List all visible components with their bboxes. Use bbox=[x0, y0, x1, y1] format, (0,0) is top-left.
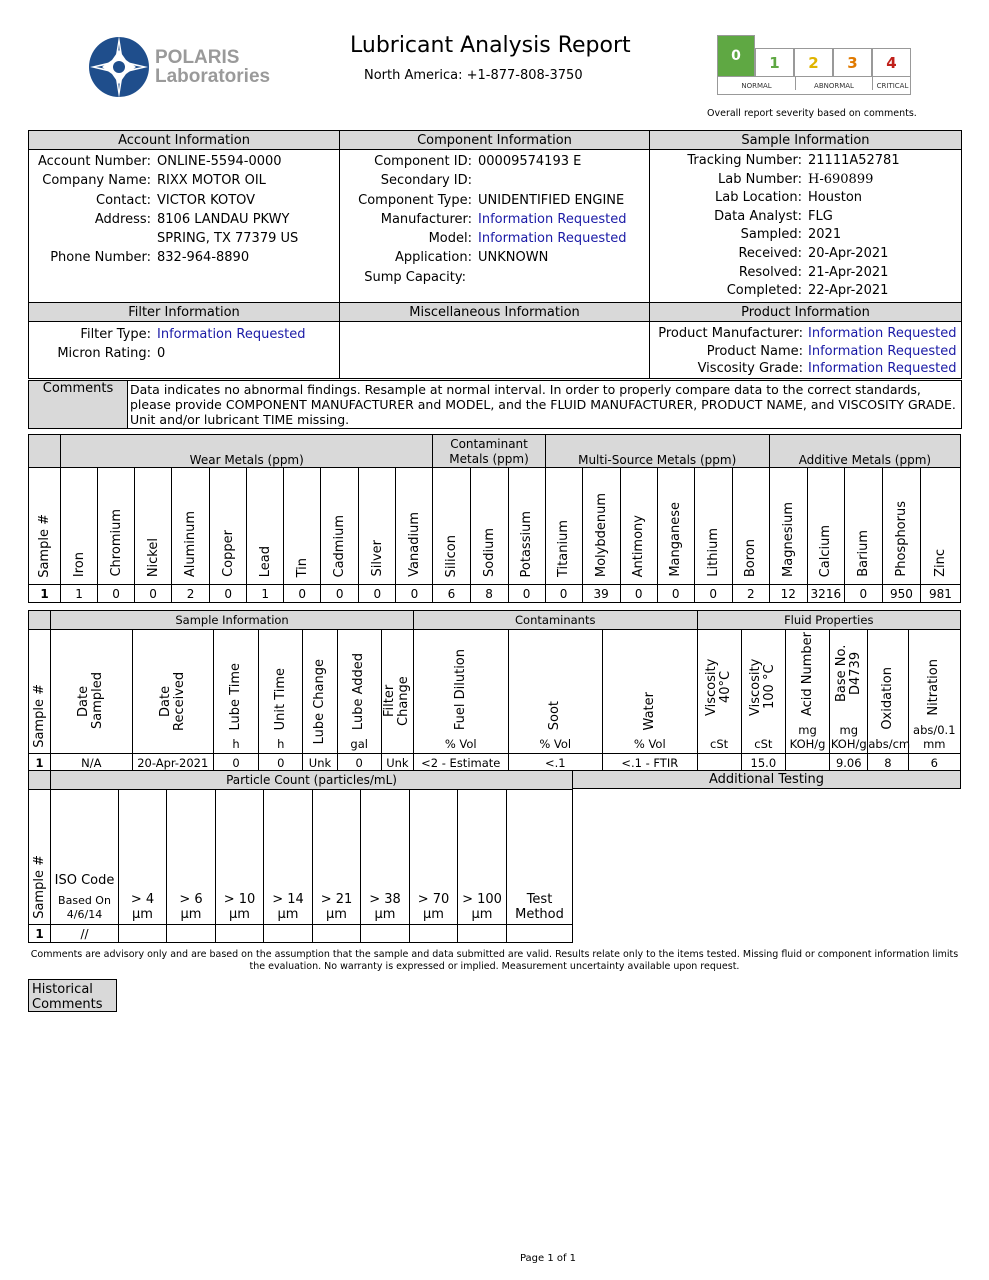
metal-value-antimony: 0 bbox=[620, 585, 657, 603]
severity-3: 3 bbox=[833, 48, 872, 77]
severity-abnormal-caption: ABNORMAL bbox=[795, 77, 873, 90]
si-sample-number: 1 bbox=[29, 754, 51, 772]
metal-header-phosphorus: Phosphorus bbox=[882, 468, 920, 585]
metal-header-silver: Silver bbox=[359, 468, 396, 585]
pc-value-1: // bbox=[51, 925, 119, 943]
si-header-viscosity-100-c: Viscosity 100 °C cSt bbox=[741, 630, 785, 754]
phone-line bbox=[364, 68, 583, 83]
pc-header-1: > 6 µm bbox=[167, 790, 216, 925]
filter-type-link[interactable]: Information Requested bbox=[157, 327, 306, 342]
severity-1: 1 bbox=[755, 48, 794, 77]
metal-value-iron: 1 bbox=[61, 585, 98, 603]
additional-testing-table bbox=[572, 770, 961, 789]
si-value-1: N/A bbox=[51, 754, 132, 772]
metal-header-boron: Boron bbox=[732, 468, 769, 585]
sample-info-table bbox=[28, 610, 961, 772]
si-value-4: 0 bbox=[259, 754, 303, 772]
metal-value-sodium: 8 bbox=[470, 585, 508, 603]
pc-sample-number-header: Sample # bbox=[29, 790, 51, 925]
disclaimer: Comments are advisory only and are based on the assumption that the sample and data submitted are valid. Results relate only to the items tested. Missing fluid or component information limits the evaluation. No warranty is expressed or implied. Measurement uncertainty available upon request. bbox=[30, 949, 959, 972]
si-value-9: <.1 bbox=[508, 754, 603, 772]
product-header: Product Information bbox=[650, 303, 962, 322]
phone-number: +1-877-808-3750 bbox=[466, 68, 583, 83]
si-value-8: <2 - Estimate bbox=[414, 754, 509, 772]
pc-header-5: > 38 µm bbox=[361, 790, 410, 925]
si-header-date-sampled: Date Sampled bbox=[51, 630, 132, 754]
si-header-oxidation: Oxidation abs/cm bbox=[868, 630, 908, 754]
logo bbox=[86, 34, 276, 104]
si-header-date-received: Date Received bbox=[132, 630, 213, 754]
pc-value-5 bbox=[264, 925, 313, 943]
sample-number-header: Sample # bbox=[29, 468, 61, 585]
page-number: Page 1 of 1 bbox=[519, 1253, 577, 1264]
metal-header-barium: Barium bbox=[844, 468, 882, 585]
metal-header-zinc: Zinc bbox=[920, 468, 960, 585]
metal-value-vanadium: 0 bbox=[396, 585, 433, 603]
metals-sample-number: 1 bbox=[29, 585, 61, 603]
product-name-link[interactable]: Information Requested bbox=[808, 343, 957, 359]
metal-value-cadmium: 0 bbox=[321, 585, 359, 603]
si-value-2: 20-Apr-2021 bbox=[132, 754, 213, 772]
pc-value-9 bbox=[458, 925, 507, 943]
metal-value-silver: 0 bbox=[359, 585, 396, 603]
si-header-base-no-d4739: Base No. D4739 mg KOH/g bbox=[830, 630, 868, 754]
metal-value-potassium: 0 bbox=[508, 585, 545, 603]
metal-value-calcium: 3216 bbox=[807, 585, 844, 603]
account-info: Account Number: ONLINE-5594-0000 Company Name: RIXX MOTOR OIL Contact: VICTOR KOTOV Address: 8106 LANDAU PKWY SPRING, TX 77379 US Phone Number: 832-964-8890 bbox=[38, 154, 299, 266]
pc-header-6: > 70 µm bbox=[410, 790, 458, 925]
pc-value-7 bbox=[361, 925, 410, 943]
si-value-7: Unk bbox=[381, 754, 413, 772]
component-info: Component ID: 00009574193 E Secondary ID: Component Type: UNIDENTIFIED ENGINE Manufacturer: Information Requested Model: Information Requested Application: UNKNOWN Sump Capacity: bbox=[358, 154, 627, 285]
metal-value-copper: 0 bbox=[210, 585, 247, 603]
si-header-lube-added: Lube Added gal bbox=[337, 630, 381, 754]
pc-value-6 bbox=[313, 925, 361, 943]
historical-comments-label: Historical Comments bbox=[28, 979, 117, 1012]
si-sample-number-header: Sample # bbox=[29, 630, 51, 754]
metal-header-potassium: Potassium bbox=[508, 468, 545, 585]
pc-header-0: > 4 µm bbox=[119, 790, 167, 925]
si-value-5: Unk bbox=[303, 754, 337, 772]
metal-header-vanadium: Vanadium bbox=[396, 468, 433, 585]
metal-header-cadmium: Cadmium bbox=[321, 468, 359, 585]
severity-note: Overall report severity based on comments. bbox=[707, 108, 917, 119]
si-header-acid-number: Acid Number mg KOH/g bbox=[785, 630, 829, 754]
metal-header-antimony: Antimony bbox=[620, 468, 657, 585]
pc-value-3 bbox=[167, 925, 216, 943]
severity-4: 4 bbox=[872, 48, 911, 77]
comments-label: Comments bbox=[29, 381, 128, 429]
si-header-lube-time: Lube Time h bbox=[213, 630, 258, 754]
multi-source-metals-header: Multi-Source Metals (ppm) bbox=[545, 435, 769, 468]
severity-scale bbox=[717, 35, 911, 95]
metal-header-copper: Copper bbox=[210, 468, 247, 585]
metal-header-manganese: Manganese bbox=[657, 468, 694, 585]
info-table bbox=[28, 130, 962, 379]
si-value-11 bbox=[697, 754, 741, 772]
metal-header-nickel: Nickel bbox=[135, 468, 172, 585]
si-value-10: <.1 - FTIR bbox=[603, 754, 698, 772]
contaminant-metals-header: Contaminant Metals (ppm) bbox=[433, 435, 545, 468]
si-value-6: 0 bbox=[337, 754, 381, 772]
wear-metals-header: Wear Metals (ppm) bbox=[61, 435, 433, 468]
si-header-viscosity-40-c: Viscosity 40°C cSt bbox=[697, 630, 741, 754]
pc-header-4: > 21 µm bbox=[313, 790, 361, 925]
misc-info bbox=[340, 322, 650, 379]
particle-count-header: Particle Count (particles/mL) bbox=[51, 771, 573, 790]
comments-text: Data indicates no abnormal findings. Resample at normal interval. In order to properly compare data to the correct standards, please provide COMPONENT MANUFACTURER and MODEL, and the FLUID MANUFACTURER, PRODUCT NAME, and VISCOSITY GRADE. Unit and/or lubricant TIME missing. bbox=[128, 381, 962, 429]
metal-value-zinc: 981 bbox=[920, 585, 960, 603]
brand-line-2: Laboratories bbox=[155, 66, 271, 87]
pc-value-2 bbox=[119, 925, 167, 943]
metal-value-nickel: 0 bbox=[135, 585, 172, 603]
metal-value-magnesium: 12 bbox=[769, 585, 807, 603]
fluid-properties-group-header: Fluid Properties bbox=[697, 611, 960, 630]
metal-value-lithium: 0 bbox=[694, 585, 732, 603]
metal-value-boron: 2 bbox=[732, 585, 769, 603]
filter-header: Filter Information bbox=[29, 303, 340, 322]
metal-value-chromium: 0 bbox=[98, 585, 135, 603]
si-value-12: 15.0 bbox=[741, 754, 785, 772]
metal-header-aluminum: Aluminum bbox=[172, 468, 210, 585]
pc-value-8 bbox=[410, 925, 458, 943]
metal-header-tin: Tin bbox=[284, 468, 321, 585]
severity-2: 2 bbox=[794, 48, 833, 77]
si-header-fuel-dilution: Fuel Dilution % Vol bbox=[414, 630, 509, 754]
severity-normal-caption: NORMAL bbox=[741, 82, 772, 90]
metal-value-tin: 0 bbox=[284, 585, 321, 603]
si-header-nitration: Nitration abs/0.1 mm bbox=[908, 630, 960, 754]
polaris-star-icon bbox=[86, 34, 152, 100]
metal-header-magnesium: Magnesium bbox=[769, 468, 807, 585]
metal-header-lithium: Lithium bbox=[694, 468, 732, 585]
severity-0: 0 bbox=[717, 35, 755, 77]
si-header-water: Water % Vol bbox=[603, 630, 698, 754]
sample-info: Tracking Number: 21111A52781 Lab Number: H-690899 Lab Location: Houston Data Analyst: FLG Sampled: 2021 Received: 20-Apr-2021 Resolved: 21-Apr-2021 Completed: 22-Apr-2021 bbox=[687, 153, 900, 299]
filter-info: Filter Type: Information Requested Micron Rating: 0 bbox=[57, 327, 306, 362]
metal-value-manganese: 0 bbox=[657, 585, 694, 603]
metal-value-phosphorus: 950 bbox=[882, 585, 920, 603]
metal-header-iron: Iron bbox=[61, 468, 98, 585]
product-manufacturer-link[interactable]: Information Requested bbox=[808, 326, 957, 341]
pc-sample-number: 1 bbox=[29, 925, 51, 943]
viscosity-grade-link[interactable]: Information Requested bbox=[808, 361, 957, 376]
si-value-16: 6 bbox=[908, 754, 960, 772]
pc-header-7: > 100 µm bbox=[458, 790, 507, 925]
metal-value-molybdenum: 39 bbox=[582, 585, 620, 603]
si-value-3: 0 bbox=[213, 754, 258, 772]
metals-table bbox=[28, 434, 961, 603]
metal-value-titanium: 0 bbox=[545, 585, 582, 603]
sampleinfo-group-header: Sample Information bbox=[51, 611, 414, 630]
model-link[interactable]: Information Requested bbox=[478, 231, 627, 247]
si-header-unit-time: Unit Time h bbox=[259, 630, 303, 754]
particle-table bbox=[28, 770, 573, 943]
account-header: Account Information bbox=[29, 131, 340, 150]
si-header-lube-change: Lube Change bbox=[303, 630, 337, 754]
pc-value-4 bbox=[216, 925, 264, 943]
contaminants-group-header: Contaminants bbox=[414, 611, 698, 630]
pc-header-2: > 10 µm bbox=[216, 790, 264, 925]
additive-metals-header: Additive Metals (ppm) bbox=[769, 435, 960, 468]
misc-header: Miscellaneous Information bbox=[340, 303, 650, 322]
si-header-soot: Soot % Vol bbox=[508, 630, 603, 754]
pc-value-10 bbox=[507, 925, 573, 943]
metal-header-titanium: Titanium bbox=[545, 468, 582, 585]
metal-value-barium: 0 bbox=[844, 585, 882, 603]
component-header: Component Information bbox=[340, 131, 650, 150]
metal-header-calcium: Calcium bbox=[807, 468, 844, 585]
additional-testing-header: Additional Testing bbox=[573, 771, 961, 789]
manufacturer-link[interactable]: Information Requested bbox=[478, 211, 627, 227]
metal-value-aluminum: 2 bbox=[172, 585, 210, 603]
metal-value-lead: 1 bbox=[247, 585, 284, 603]
si-value-15: 8 bbox=[868, 754, 908, 772]
comments-table bbox=[28, 380, 962, 429]
sample-header: Sample Information bbox=[650, 131, 962, 150]
si-value-14: 9.06 bbox=[830, 754, 868, 772]
metal-value-silicon: 6 bbox=[433, 585, 470, 603]
pc-header-8: Test Method bbox=[507, 790, 573, 925]
metal-header-silicon: Silicon bbox=[433, 468, 470, 585]
metal-header-molybdenum: Molybdenum bbox=[582, 468, 620, 585]
iso-code-header: ISO Code Based On 4/6/14 bbox=[51, 790, 119, 925]
metal-header-chromium: Chromium bbox=[98, 468, 135, 585]
metal-header-lead: Lead bbox=[247, 468, 284, 585]
product-info: Product Manufacturer: Information Requested Product Name: Information Requested Viscosity Grade: Information Requested bbox=[658, 326, 957, 376]
pc-header-3: > 14 µm bbox=[264, 790, 313, 925]
phone-label: North America: bbox=[364, 68, 463, 83]
si-value-13 bbox=[785, 754, 829, 772]
report-title: Lubricant Analysis Report bbox=[350, 33, 631, 58]
metal-header-sodium: Sodium bbox=[470, 468, 508, 585]
brand-line-1: POLARIS bbox=[155, 47, 240, 68]
severity-critical-caption: CRITICAL bbox=[876, 82, 909, 90]
si-header-filter-change: Filter Change bbox=[381, 630, 413, 754]
